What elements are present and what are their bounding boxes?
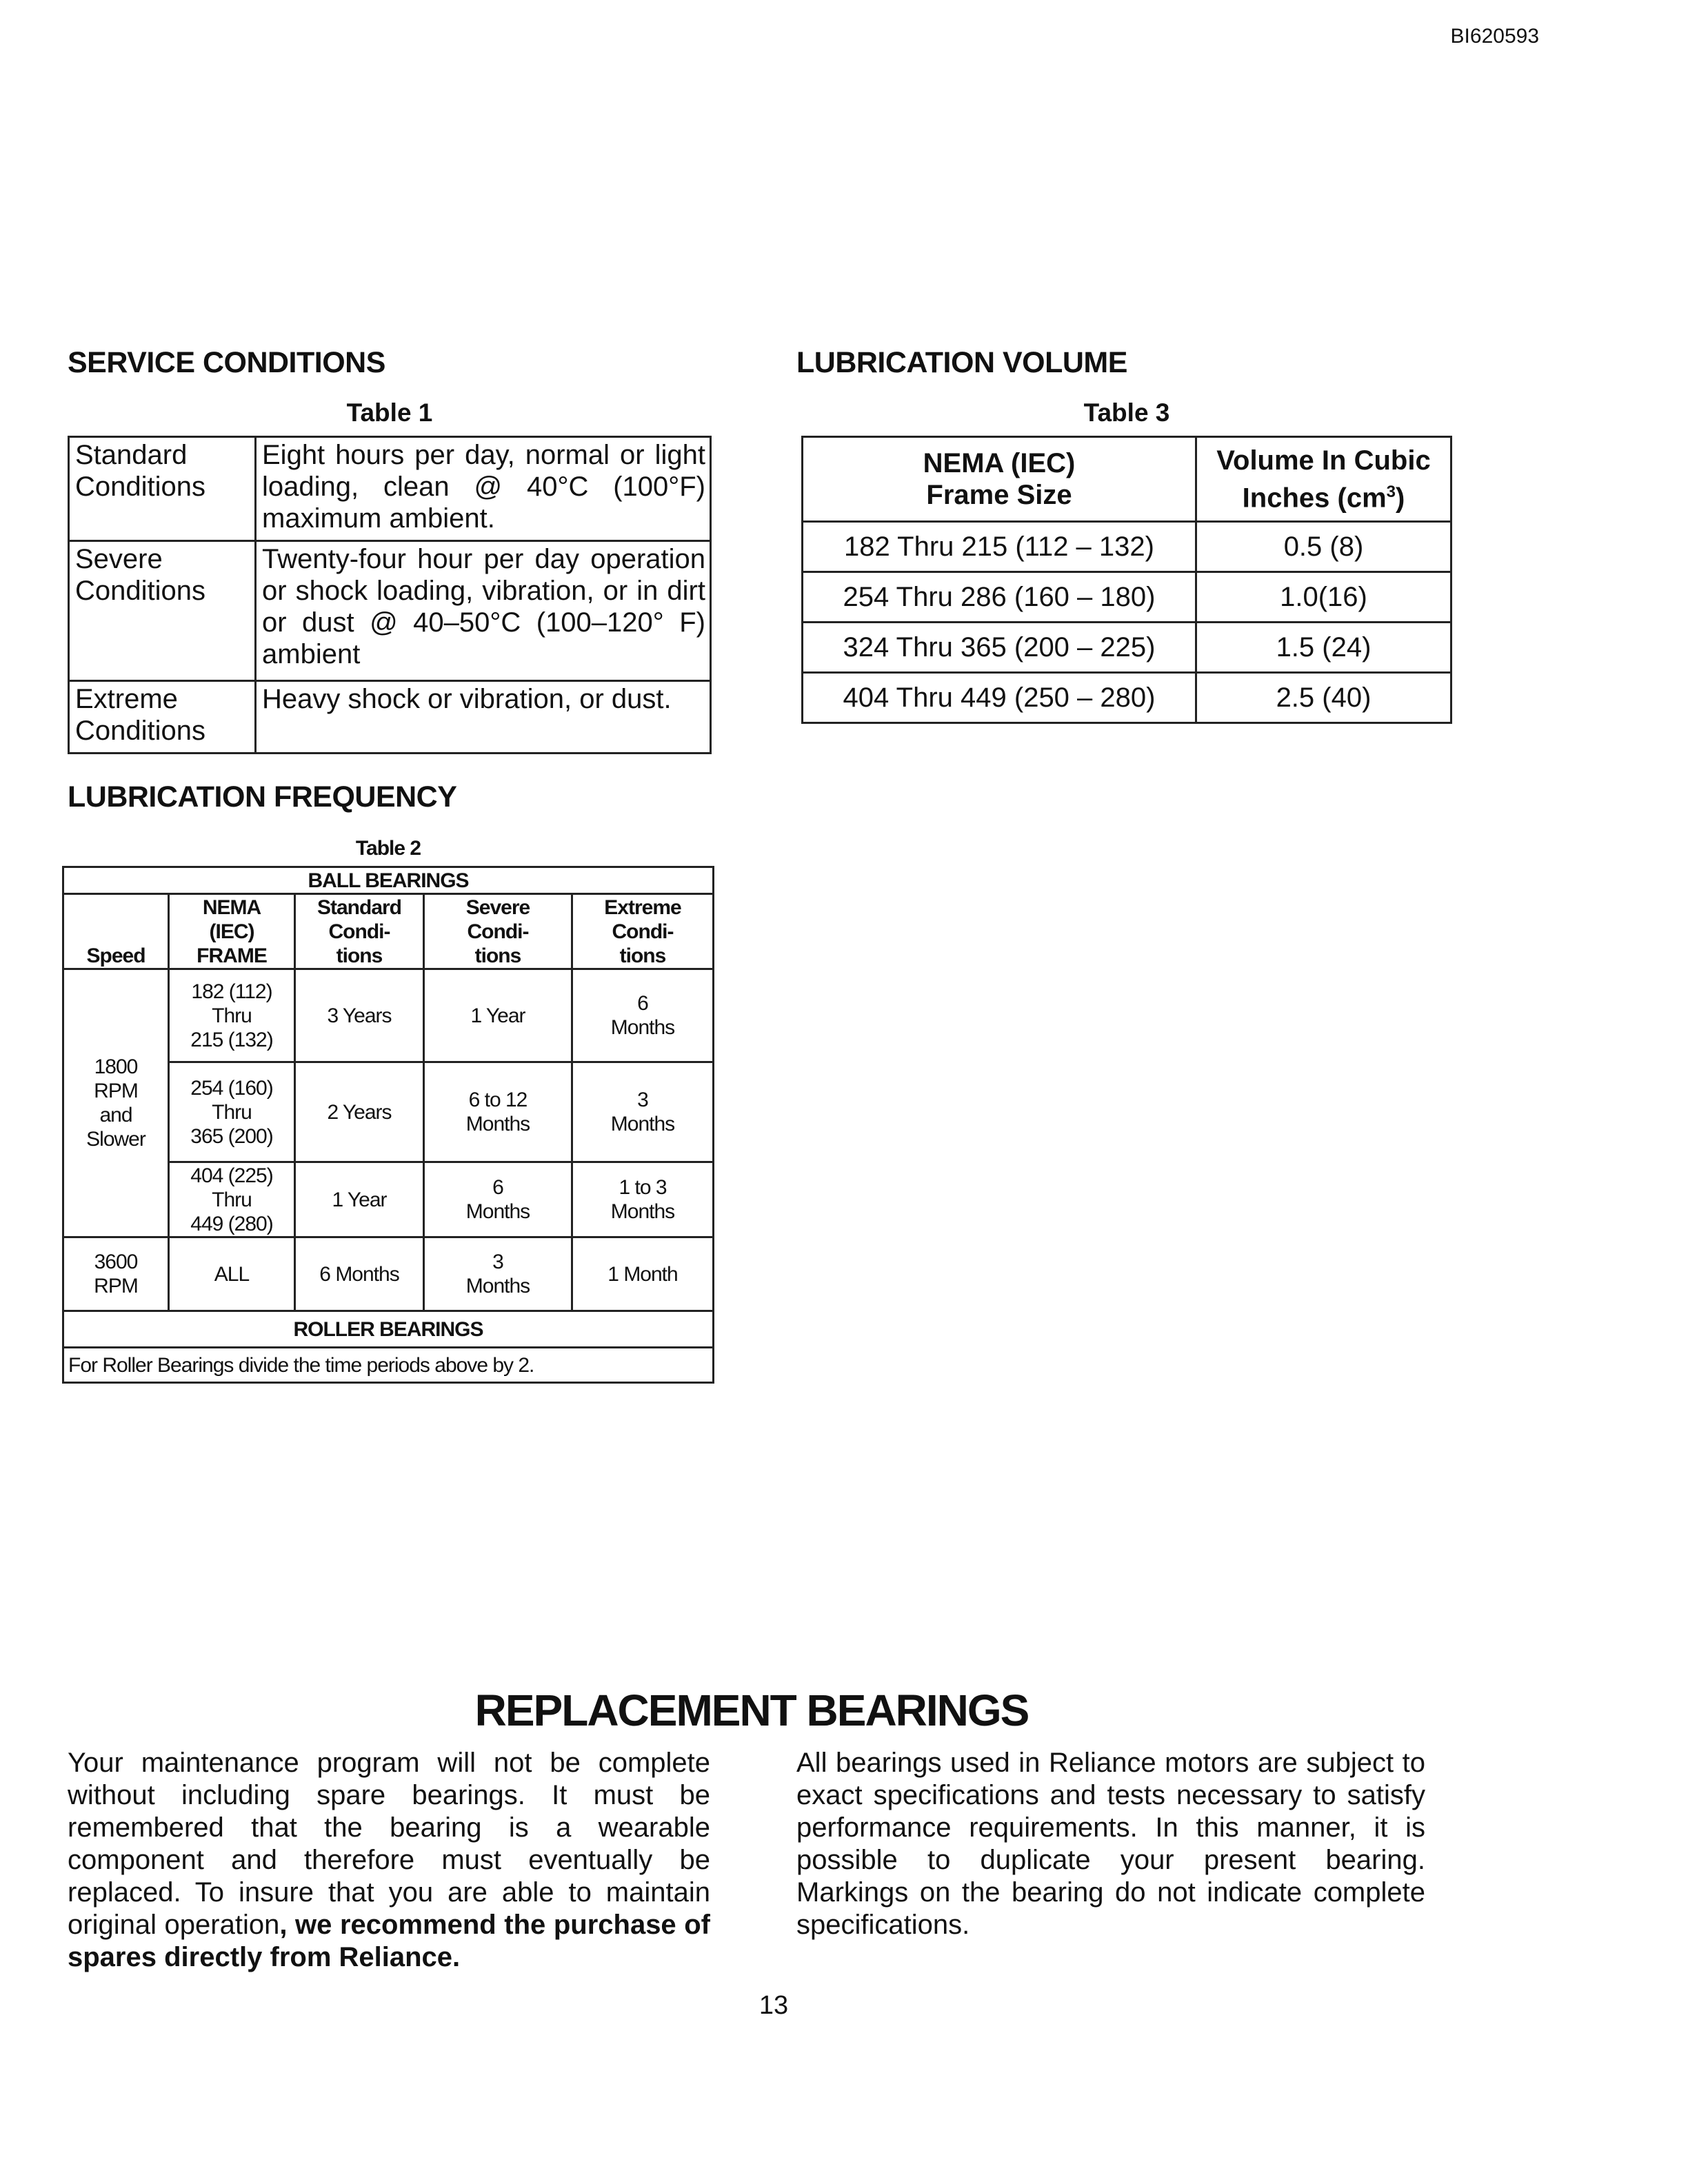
extreme-line: Months bbox=[610, 1016, 675, 1039]
severe-line: Months bbox=[465, 1200, 530, 1223]
speed-line: Slower bbox=[86, 1128, 145, 1151]
lubrication-volume-heading: LUBRICATION VOLUME bbox=[796, 346, 1127, 379]
table-row bbox=[63, 1311, 714, 1348]
speed-header: Speed bbox=[63, 894, 169, 969]
header-line: NEMA bbox=[202, 896, 261, 919]
header-line: tions bbox=[619, 944, 666, 967]
volume-header-unit: Inches (cm bbox=[1242, 483, 1387, 514]
frame-line: 449 (280) bbox=[190, 1212, 273, 1235]
frame-line: 365 (200) bbox=[190, 1124, 273, 1148]
table-row bbox=[63, 969, 714, 1062]
header-line: Condi- bbox=[467, 920, 529, 943]
lubrication-frequency-heading: LUBRICATION FREQUENCY bbox=[68, 780, 457, 813]
table-row bbox=[803, 522, 1451, 572]
table-row bbox=[803, 623, 1451, 673]
frame-size-cell: 404 Thru 449 (250 – 280) bbox=[803, 673, 1196, 723]
roller-bearings-label: ROLLER BEARINGS bbox=[63, 1311, 714, 1348]
header-line: Extreme bbox=[604, 896, 681, 919]
speed-line: RPM bbox=[94, 1275, 138, 1297]
volume-cell: 1.0(16) bbox=[1196, 572, 1451, 623]
left-paragraph-bold: , we recommend the purchase of spares directly from Reliance. bbox=[68, 1910, 711, 1972]
left-paragraph-text: Your maintenance program will not be complete without including spare bearings. It must be remembered that the bearing is a wearable component and therefore must eventually be replaced. To insure that you are able to maintain original operation bbox=[68, 1748, 710, 1940]
table3-caption: Table 3 bbox=[1083, 398, 1170, 427]
table-row bbox=[69, 437, 711, 541]
header-line: (IEC) bbox=[209, 920, 254, 943]
table-header-row bbox=[63, 894, 714, 969]
severe-line: 6 bbox=[492, 1176, 503, 1199]
table-row bbox=[63, 1348, 714, 1383]
header-line: tions bbox=[474, 944, 521, 967]
standard-cell: 3 Years bbox=[295, 969, 424, 1062]
frame-size-header bbox=[803, 437, 1196, 522]
speed-line: and bbox=[99, 1104, 132, 1126]
service-conditions-heading: SERVICE CONDITIONS bbox=[68, 346, 385, 379]
condition-description: Eight hours per day, normal or light loading, clean @ 40°C (100°F) maximum ambient. bbox=[256, 437, 711, 541]
table-row bbox=[69, 681, 711, 754]
lubrication-frequency-table bbox=[62, 866, 714, 1384]
condition-label: Standard Conditions bbox=[69, 437, 256, 541]
page-number: 13 bbox=[758, 1991, 789, 2020]
replacement-left-paragraph bbox=[68, 1747, 710, 1974]
condition-description: Twenty-four hour per day operation or shock loading, vibration, or in dirt or dust @ 40–50°C (100–120° F) ambient bbox=[256, 541, 711, 681]
frame-cell bbox=[169, 1162, 295, 1237]
document-id: BI620593 bbox=[1450, 25, 1539, 48]
header-line: tions bbox=[336, 944, 383, 967]
standard-cell: 6 Months bbox=[295, 1237, 424, 1311]
severe-conditions-header bbox=[424, 894, 572, 969]
severe-cell: 1 Year bbox=[424, 969, 572, 1062]
standard-cell: 2 Years bbox=[295, 1062, 424, 1162]
frame-line: 215 (132) bbox=[190, 1028, 273, 1051]
severe-line: Months bbox=[465, 1275, 530, 1297]
volume-header-close: ) bbox=[1396, 483, 1405, 514]
table-header-row bbox=[803, 437, 1451, 522]
header-line: Condi- bbox=[612, 920, 674, 943]
severe-cell bbox=[424, 1237, 572, 1311]
frame-size-header-line2: Frame Size bbox=[926, 480, 1072, 510]
volume-header bbox=[1196, 437, 1451, 522]
frame-line: 182 (112) bbox=[191, 980, 272, 1003]
speed-line: 3600 bbox=[94, 1251, 138, 1273]
extreme-cell bbox=[572, 969, 714, 1062]
replacement-right-paragraph: All bearings used in Reliance motors are subject to exact specifications and tests necessary to satisfy performance requirements. In this manner, it is possible to duplicate your present bearing. Markings on the bearing do not indicate complete specifications. bbox=[796, 1748, 1425, 1940]
extreme-cell bbox=[572, 1162, 714, 1237]
standard-conditions-header bbox=[295, 894, 424, 969]
nema-frame-header bbox=[169, 894, 295, 969]
table-row bbox=[63, 867, 714, 894]
speed-line: RPM bbox=[94, 1080, 138, 1102]
extreme-line: 3 bbox=[637, 1089, 648, 1111]
volume-header-line2 bbox=[1198, 476, 1449, 514]
frame-cell bbox=[169, 969, 295, 1062]
extreme-line: 6 bbox=[637, 992, 648, 1015]
frame-size-cell: 182 Thru 215 (112 – 132) bbox=[803, 522, 1196, 572]
ball-bearings-label: BALL BEARINGS bbox=[63, 867, 714, 894]
frame-size-header-line1: NEMA (IEC) bbox=[923, 448, 1076, 478]
speed-cell-1800 bbox=[63, 969, 169, 1237]
header-line: FRAME bbox=[197, 944, 267, 967]
volume-cell: 1.5 (24) bbox=[1196, 623, 1451, 673]
frame-line: Thru bbox=[212, 1188, 252, 1211]
frame-cell bbox=[169, 1062, 295, 1162]
frame-line: 254 (160) bbox=[190, 1076, 273, 1100]
extreme-line: 1 to 3 bbox=[619, 1176, 667, 1199]
table-row bbox=[803, 673, 1451, 723]
extreme-conditions-header bbox=[572, 894, 714, 969]
table-row bbox=[63, 1237, 714, 1311]
speed-cell-3600 bbox=[63, 1237, 169, 1311]
frame-size-cell: 324 Thru 365 (200 – 225) bbox=[803, 623, 1196, 673]
condition-label: Extreme Conditions bbox=[69, 681, 256, 754]
severe-line: Months bbox=[465, 1113, 530, 1135]
extreme-line: Months bbox=[610, 1200, 675, 1223]
replacement-bearings-title: REPLACEMENT BEARINGS bbox=[474, 1686, 1029, 1735]
extreme-line: Months bbox=[610, 1113, 675, 1135]
frame-size-cell: 254 Thru 286 (160 – 180) bbox=[803, 572, 1196, 623]
service-conditions-table bbox=[68, 436, 712, 754]
roller-bearings-note: For Roller Bearings divide the time periods above by 2. bbox=[63, 1348, 714, 1383]
frame-line: Thru bbox=[212, 1004, 252, 1027]
header-line: Standard bbox=[316, 896, 402, 919]
condition-label: Severe Conditions bbox=[69, 541, 256, 681]
lubrication-volume-table bbox=[801, 436, 1452, 724]
table1-caption: Table 1 bbox=[346, 398, 433, 427]
severe-line: 3 bbox=[492, 1251, 503, 1273]
volume-cell: 0.5 (8) bbox=[1196, 522, 1451, 572]
header-line: Severe bbox=[465, 896, 530, 919]
header-line: Condi- bbox=[328, 920, 390, 943]
frame-line: 404 (225) bbox=[190, 1164, 273, 1187]
volume-header-superscript: 3 bbox=[1386, 482, 1396, 501]
table2-caption: Table 2 bbox=[355, 837, 421, 860]
frame-line: Thru bbox=[212, 1100, 252, 1124]
table-row bbox=[803, 572, 1451, 623]
volume-header-line1: Volume In Cubic bbox=[1216, 445, 1431, 476]
extreme-cell: 1 Month bbox=[572, 1237, 714, 1311]
table-row bbox=[69, 541, 711, 681]
volume-cell: 2.5 (40) bbox=[1196, 673, 1451, 723]
condition-description: Heavy shock or vibration, or dust. bbox=[256, 681, 711, 754]
severe-cell bbox=[424, 1062, 572, 1162]
speed-line: 1800 bbox=[94, 1055, 138, 1078]
standard-cell: 1 Year bbox=[295, 1162, 424, 1237]
frame-cell: ALL bbox=[169, 1237, 295, 1311]
severe-cell bbox=[424, 1162, 572, 1237]
severe-line: 6 to 12 bbox=[468, 1089, 528, 1111]
extreme-cell bbox=[572, 1062, 714, 1162]
